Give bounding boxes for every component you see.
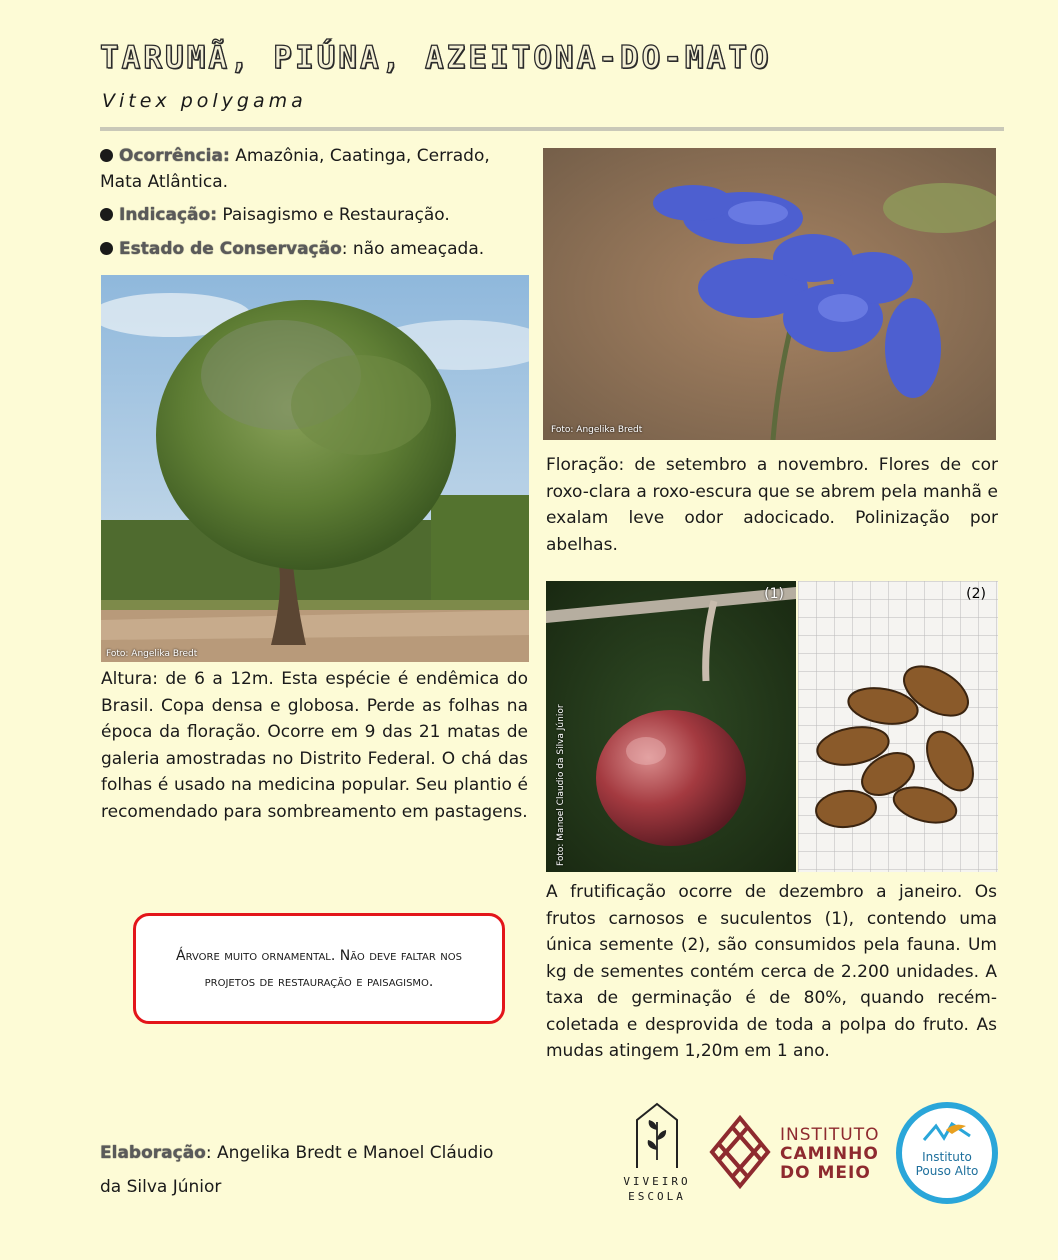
info-occurrence-label: Ocorrência: — [119, 146, 230, 166]
flower-photo — [543, 148, 996, 440]
fruit-tag: (1) — [764, 586, 784, 602]
house-plant-icon — [627, 1100, 687, 1170]
credits-label: Elaboração — [100, 1143, 206, 1163]
pouso-alto-line1: Instituto — [922, 1150, 972, 1164]
tree-illustration — [101, 275, 529, 662]
info-conservation-label: Estado de Conservação — [119, 239, 342, 259]
bullet-icon — [100, 149, 113, 162]
page-title: TARUMÃ, PIÚNA, AZEITONA-DO-MATO — [100, 40, 772, 76]
info-indication-label: Indicação: — [119, 205, 217, 225]
flower-illustration — [543, 148, 996, 440]
info-indication — [100, 202, 530, 228]
highlight-box — [133, 913, 505, 1024]
flower-photo-credit: Foto: Angelika Bredt — [551, 425, 643, 435]
credits — [100, 1136, 500, 1204]
instituto-text: INSTITUTO — [780, 1125, 880, 1145]
viveiro-text: VIVEIRO — [623, 1175, 691, 1188]
flowering-text: Floração: de setembro a novembro. Flores de cor roxo-clara a roxo-escura que se abrem pela manhã e exalam leve odor adocicado. Polinização por abelhas. — [546, 455, 998, 555]
seed-tag: (2) — [966, 586, 986, 602]
pouso-alto-line2: Pouso Alto — [915, 1164, 979, 1178]
fruit-illustration — [546, 581, 796, 872]
height-text: Altura: de 6 a 12m. Esta espécie é endêmica do Brasil. Copa densa e globosa. Perde as folhas na época da floração. Ocorre em 9 das 21 matas de galeria amostradas no Distrito Federal. O chá das folhas é usado na medicina popular. Seu plantio é recomendado para sombreamento em pastagens. — [101, 669, 528, 822]
header-divider — [100, 127, 1004, 131]
info-conservation — [100, 236, 530, 262]
caminho-text: CAMINHO — [780, 1144, 879, 1164]
seed-photo — [798, 581, 998, 872]
info-conservation-text: : não ameaçada. — [341, 239, 485, 259]
caminho-do-meio-logo — [708, 1114, 888, 1194]
fruit-photo-credit: Foto: Manoel Claudio da Silva Júnior — [556, 704, 566, 866]
pouso-alto-logo — [896, 1102, 998, 1204]
bullet-icon — [100, 208, 113, 221]
fruiting-text: A frutificação ocorre de dezembro a janeiro. Os frutos carnosos e suculentos (1), contendo uma única semente (2), são consumidos pela fauna. Um kg de sementes contém cerca de 2.200 unidades. A taxa de germinação é de 80%, quando recém-coletada e desprovida de toda a polpa do fruto. As mudas atingem 1,20m em 1 ano. — [546, 882, 997, 1061]
fruit-photo — [546, 581, 796, 872]
credits-text: : Angelika Bredt e Manoel Cláudio da Silva Júnior — [100, 1143, 494, 1197]
do-meio-text: DO MEIO — [780, 1163, 871, 1183]
scientific-name: Vitex polygama — [102, 90, 307, 112]
bullet-icon — [100, 242, 113, 255]
highlight-text: Árvore muito ornamental. Não deve faltar nos projetos de restauração e paisagismo. — [176, 947, 462, 990]
tree-photo-credit: Foto: Angelika Bredt — [106, 649, 198, 659]
endless-knot-icon — [708, 1114, 772, 1190]
escola-text: ESCOLA — [628, 1190, 686, 1203]
seed-illustration — [798, 581, 998, 872]
tree-photo — [101, 275, 529, 662]
viveiro-escola-logo — [622, 1100, 692, 1204]
info-occurrence — [100, 143, 530, 195]
info-occurrence-text: Amazônia, Caatinga, Cerrado, Mata Atlântica. — [100, 146, 490, 192]
info-indication-text: Paisagismo e Restauração. — [222, 205, 450, 225]
bird-icon — [922, 1120, 972, 1146]
